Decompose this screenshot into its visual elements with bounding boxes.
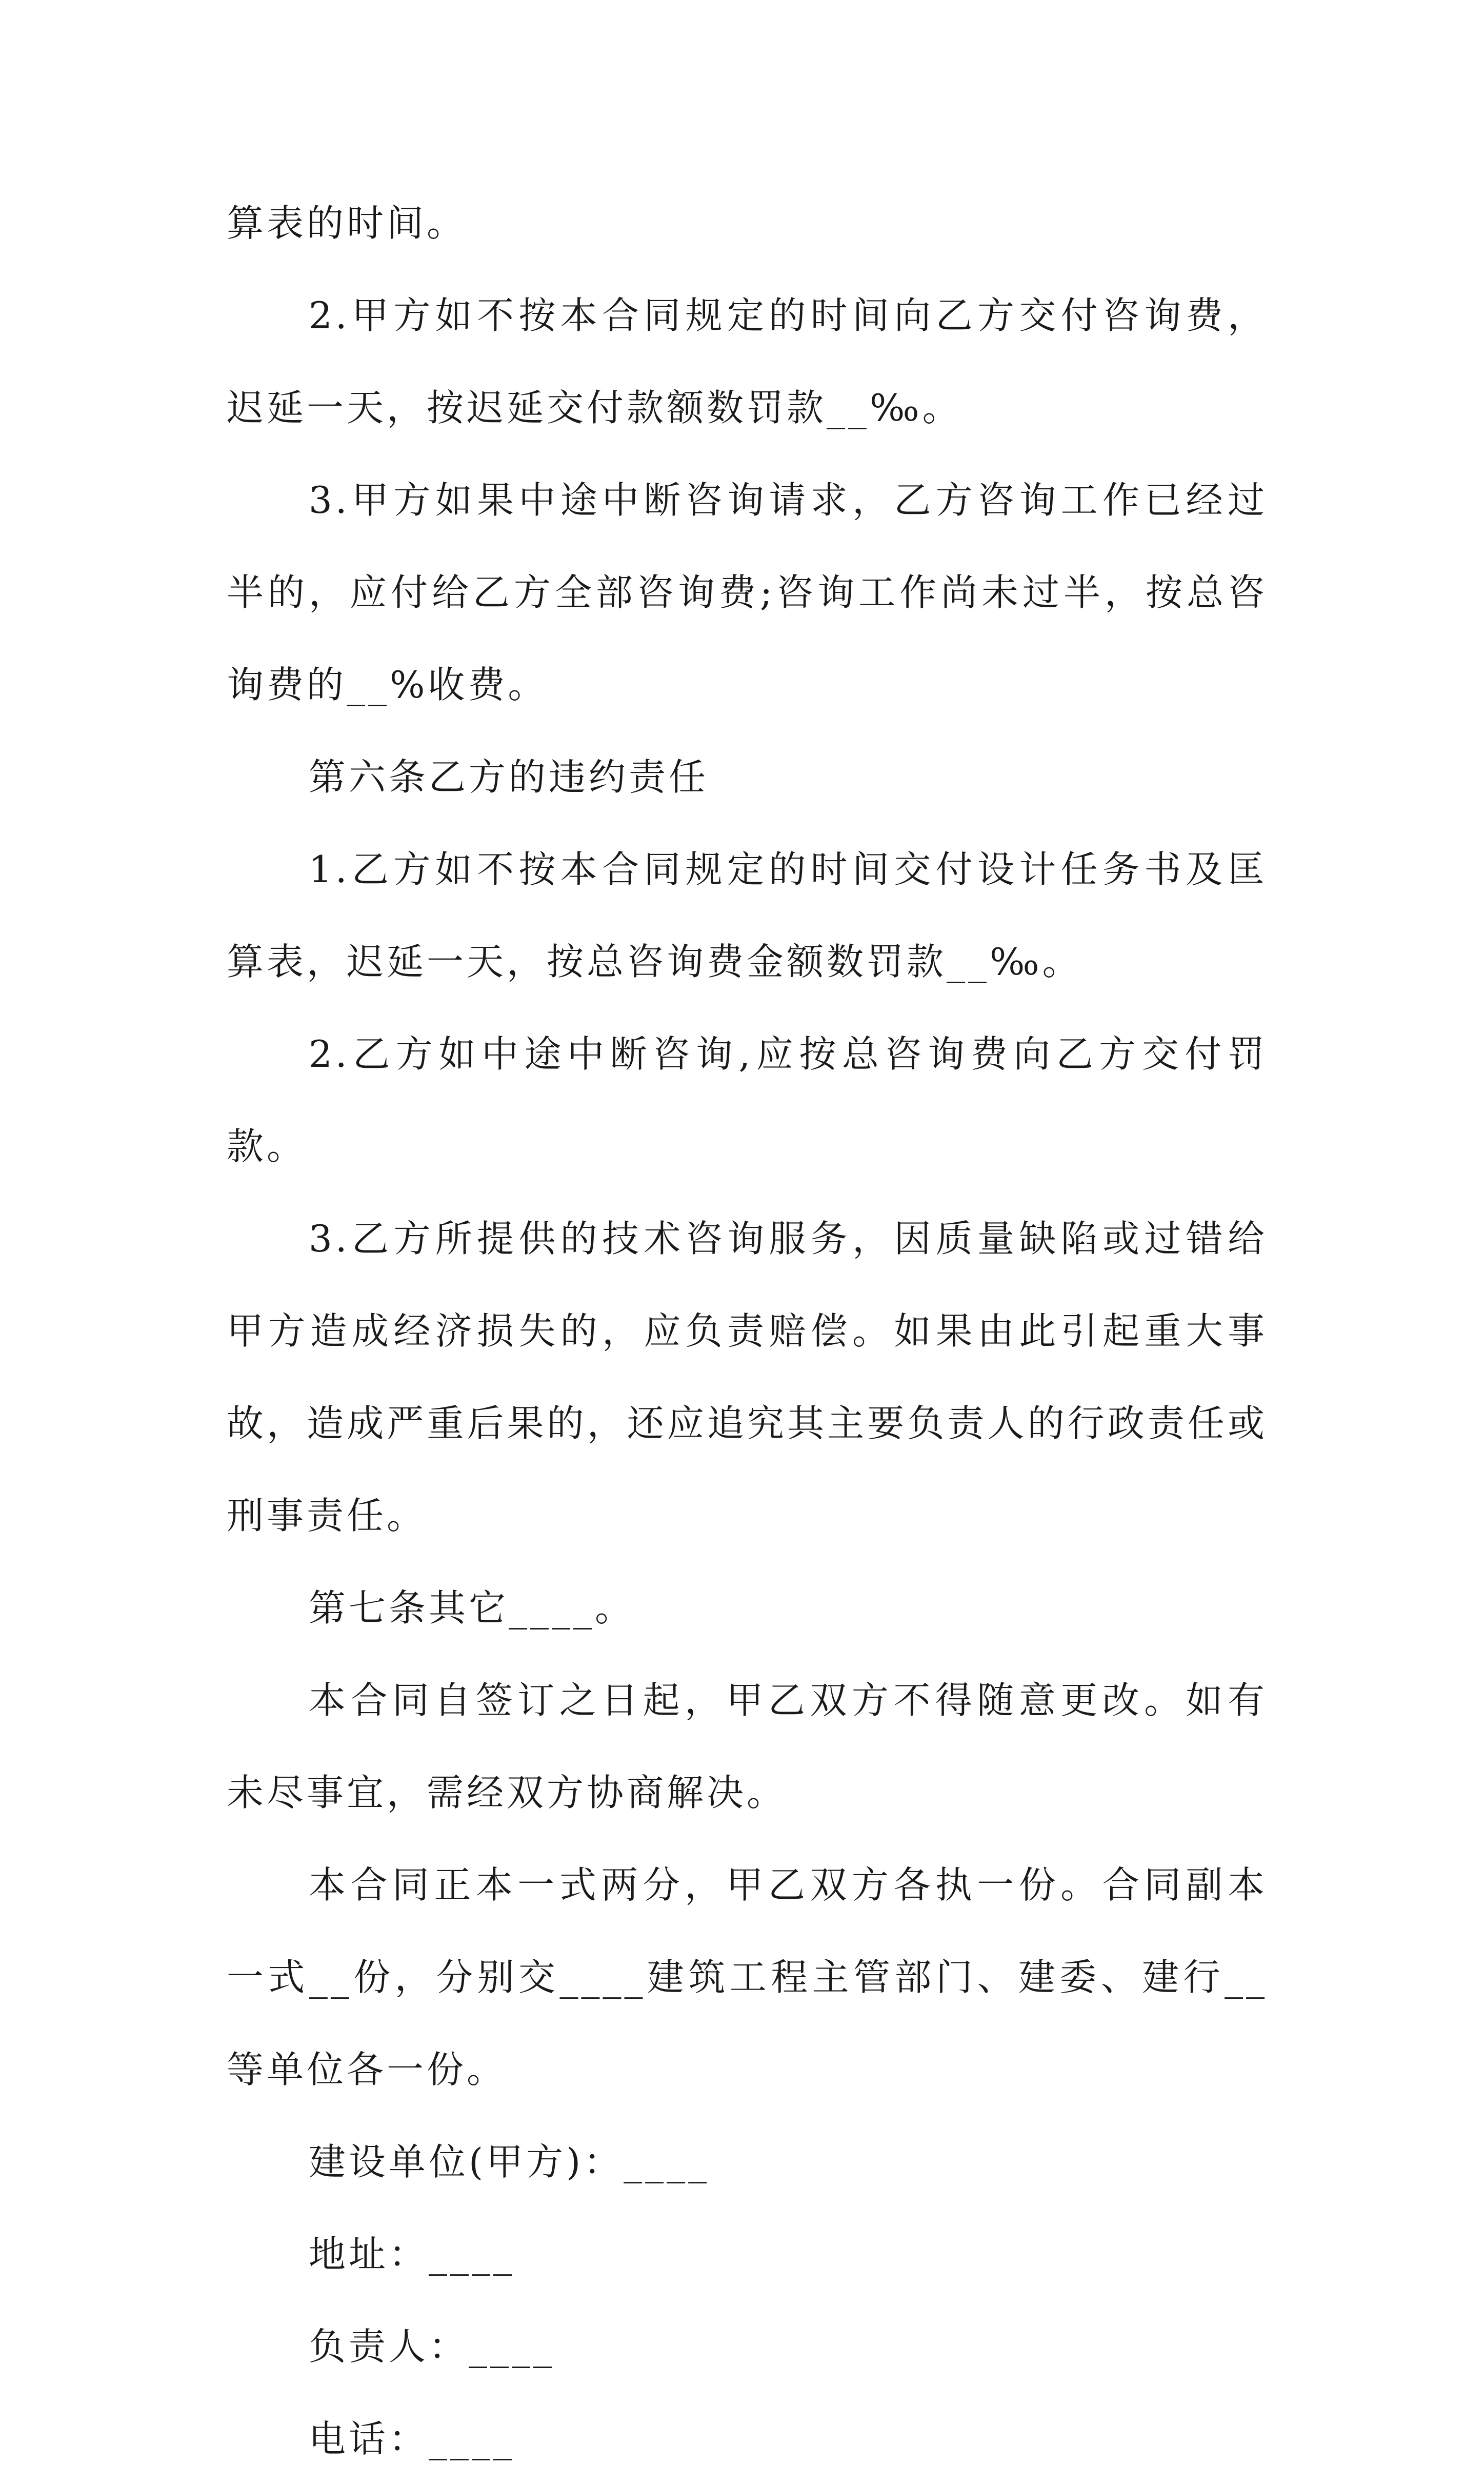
section-heading: 第六条乙方的违约责任: [309, 756, 709, 799]
paragraph: 2.乙方如中途中断咨询,应按总咨询费向乙方交付罚款。: [227, 1032, 1268, 1168]
paragraph: 3.甲方如果中途中断咨询请求，乙方咨询工作已经过半的，应付给乙方全部咨询费;咨询工作尚未过半，按总咨询费的__%收费。: [227, 479, 1268, 706]
section-heading: 第七条其它____。: [309, 1586, 635, 1629]
paragraph: 1.乙方如不按本合同规定的时间交付设计任务书及匡算表，迟延一天，按总咨询费金额数罚款__‰。: [227, 848, 1268, 983]
paragraph: 3.乙方所提供的技术咨询服务，因质量缺陷或过错给甲方造成经济损失的，应负责赔偿。如果由此引起重大事故，造成严重后果的，还应追究其主要负责人的行政责任或刑事责任。: [227, 1217, 1268, 1537]
paragraph: 算表的时间。: [227, 202, 467, 245]
paragraph: 本合同自签订之日起，甲乙双方不得随意更改。如有未尽事宜，需经双方协商解决。: [227, 1679, 1268, 1814]
signature-field-responsible-person: 负责人：____: [309, 2325, 555, 2368]
signature-field-party-a: 建设单位(甲方)：____: [309, 2140, 710, 2183]
signature-field-phone: 电话：____: [309, 2417, 515, 2460]
signature-field-address: 地址：____: [309, 2233, 515, 2276]
paragraph: 本合同正本一式两分，甲乙双方各执一份。合同副本一式__份，分别交____建筑工程主管部门、建委、建行__等单位各一份。: [227, 1863, 1268, 2091]
document-body: [227, 177, 1268, 2485]
paragraph: 2.甲方如不按本合同规定的时间向乙方交付咨询费，迟延一天，按迟延交付款额数罚款__‰。: [227, 294, 1268, 429]
